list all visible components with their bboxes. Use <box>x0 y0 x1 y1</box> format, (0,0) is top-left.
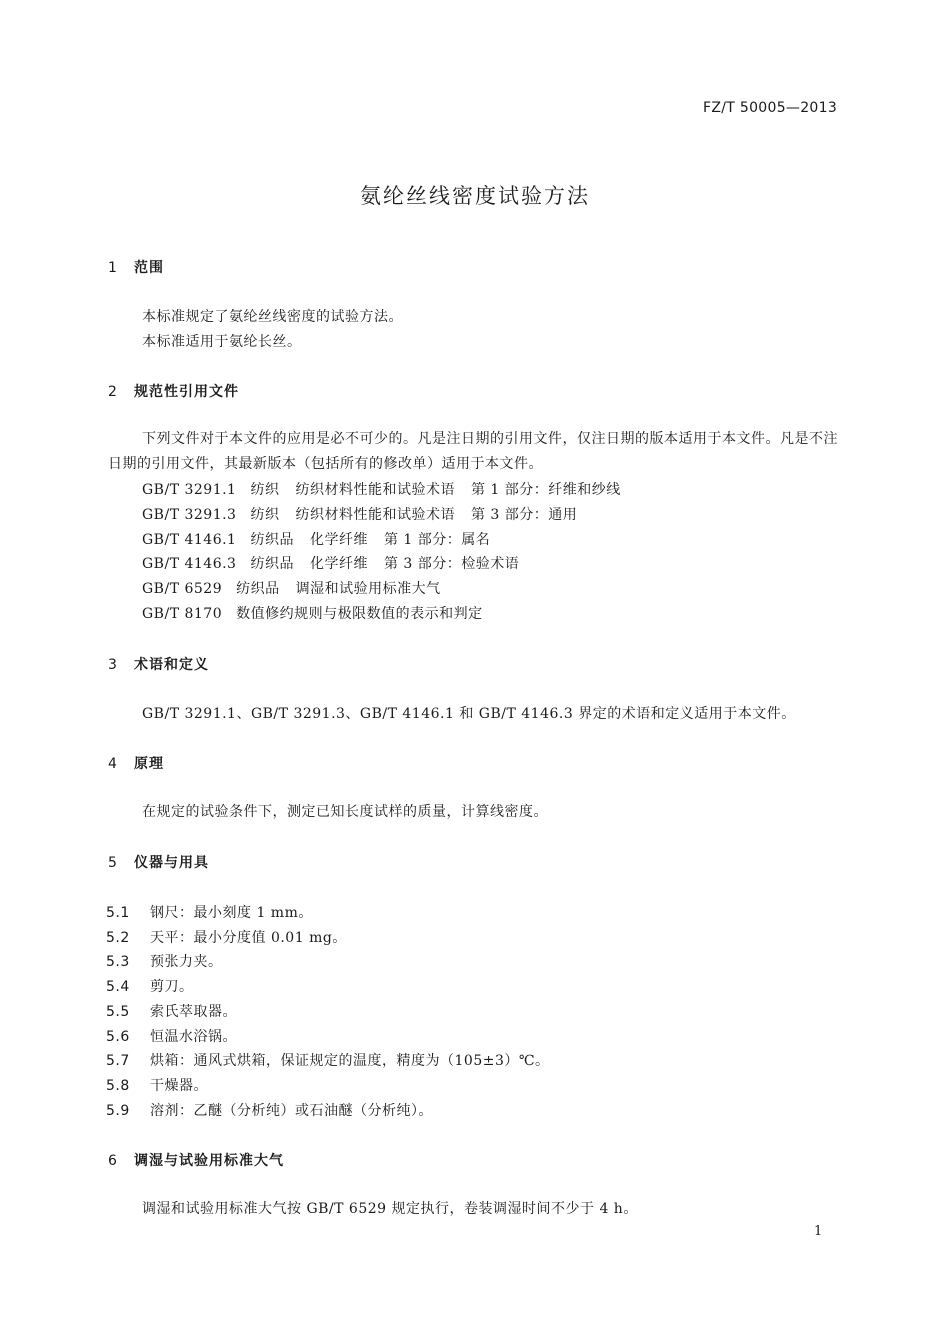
reference-code: GB/T 3291.3 <box>142 506 237 523</box>
reference-item <box>142 578 441 598</box>
apparatus-text: 烘箱：通风式烘箱，保证规定的温度，精度为（105±3）℃。 <box>150 1053 550 1070</box>
reference-title-part: 第 1 部分：属名 <box>383 531 491 548</box>
reference-title-part: 纺织材料性能和试验术语 <box>295 482 455 498</box>
reference-title-part: 纺织 <box>250 482 280 498</box>
page-number: 1 <box>814 1224 823 1239</box>
reference-title-part: 第 3 部分：检验术语 <box>383 556 520 573</box>
section-heading <box>108 381 239 401</box>
section-title: 术语和定义 <box>134 657 209 673</box>
apparatus-item <box>106 1001 237 1021</box>
apparatus-text: 干燥器。 <box>150 1077 208 1094</box>
paragraph: 在规定的试验条件下，测定已知长度试样的质量，计算线密度。 <box>142 804 548 820</box>
apparatus-item <box>106 1026 237 1046</box>
paragraph: GB/T 3291.1、GB/T 3291.3、GB/T 4146.1 和 GB/T 4146.3 界定的术语和定义适用于本文件。 <box>142 706 796 722</box>
section-number: 1 <box>108 260 118 276</box>
section-heading <box>108 257 164 277</box>
reference-code: GB/T 4146.1 <box>142 531 237 548</box>
apparatus-text: 钢尺：最小刻度 1 mm。 <box>150 905 313 921</box>
reference-item <box>142 504 577 524</box>
reference-item <box>142 479 621 499</box>
apparatus-text: 溶剂：乙醚（分析纯）或石油醚（分析纯）。 <box>150 1102 433 1119</box>
document-title: 氨纶丝线密度试验方法 <box>360 184 590 208</box>
paragraph: 下列文件对于本文件的应用是必不可少的。凡是注日期的引用文件，仅注日期的版本适用于本文件。凡是不注日期的引用文件，其最新版本（包括所有的修改单）适用于本文件。 <box>108 431 838 472</box>
reference-title-part: 纺织品 <box>250 556 294 573</box>
section-number: 4 <box>108 756 118 772</box>
apparatus-number: 5.3 <box>106 954 130 971</box>
reference-title-part: 第 3 部分：通用 <box>470 506 578 523</box>
section-number: 3 <box>108 657 118 673</box>
apparatus-number: 5.5 <box>106 1003 130 1020</box>
apparatus-number: 5.6 <box>106 1028 130 1045</box>
paragraph: 本标准规定了氨纶丝线密度的试验方法。 <box>142 309 403 325</box>
reference-code: GB/T 4146.3 <box>142 556 237 573</box>
section-title: 仪器与用具 <box>134 855 209 871</box>
reference-item <box>142 603 483 623</box>
apparatus-number: 5.7 <box>106 1053 130 1070</box>
reference-title-part: 第 1 部分：纤维和纱线 <box>470 482 621 498</box>
apparatus-number: 5.2 <box>106 929 130 946</box>
reference-code: GB/T 3291.1 <box>142 482 237 498</box>
section-title: 原理 <box>134 756 164 772</box>
section-number: 6 <box>108 1153 118 1169</box>
reference-title-part: 纺织品 <box>236 581 280 598</box>
reference-title-part: 纺织材料性能和试验术语 <box>295 506 455 523</box>
reference-title-part: 化学纤维 <box>309 556 368 573</box>
apparatus-text: 索氏萃取器。 <box>150 1003 237 1020</box>
reference-code: GB/T 6529 <box>142 581 223 598</box>
reference-item <box>142 529 490 549</box>
section-title: 范围 <box>134 260 164 276</box>
paragraph: 本标准适用于氨纶长丝。 <box>142 334 302 350</box>
reference-title-part: 纺织品 <box>250 531 294 548</box>
section-number: 5 <box>108 855 118 871</box>
reference-title-part: 调湿和试验用标准大气 <box>295 581 441 598</box>
section-number: 2 <box>108 384 118 400</box>
apparatus-item <box>106 1050 550 1070</box>
apparatus-text: 天平：最小分度值 0.01 mg。 <box>150 929 347 946</box>
section-title: 调湿与试验用标准大气 <box>134 1153 284 1169</box>
apparatus-text: 预张力夹。 <box>150 954 223 971</box>
section-title: 规范性引用文件 <box>134 384 239 400</box>
apparatus-item <box>106 1100 433 1120</box>
standard-number: FZ/T 50005—2013 <box>703 100 838 116</box>
apparatus-number: 5.8 <box>106 1077 130 1094</box>
section-heading <box>108 1150 284 1170</box>
apparatus-text: 剪刀。 <box>150 979 194 996</box>
apparatus-number: 5.9 <box>106 1102 130 1119</box>
reference-title-part: 化学纤维 <box>309 531 368 548</box>
paragraph: 调湿和试验用标准大气按 GB/T 6529 规定执行，卷装调湿时间不少于 4 h。 <box>142 1201 638 1217</box>
section-heading <box>108 753 164 773</box>
apparatus-number: 5.4 <box>106 979 130 996</box>
section-heading <box>108 852 209 872</box>
apparatus-item <box>106 902 313 922</box>
section-heading <box>108 654 209 674</box>
reference-title-part: 纺织 <box>250 506 280 523</box>
apparatus-number: 5.1 <box>106 905 130 921</box>
reference-title-part: 数值修约规则与极限数值的表示和判定 <box>236 606 483 622</box>
reference-item <box>142 553 519 573</box>
apparatus-item <box>106 927 347 947</box>
apparatus-item <box>106 951 223 971</box>
apparatus-item <box>106 976 194 996</box>
apparatus-item <box>106 1075 208 1095</box>
reference-code: GB/T 8170 <box>142 606 223 622</box>
apparatus-text: 恒温水浴锅。 <box>150 1028 237 1045</box>
